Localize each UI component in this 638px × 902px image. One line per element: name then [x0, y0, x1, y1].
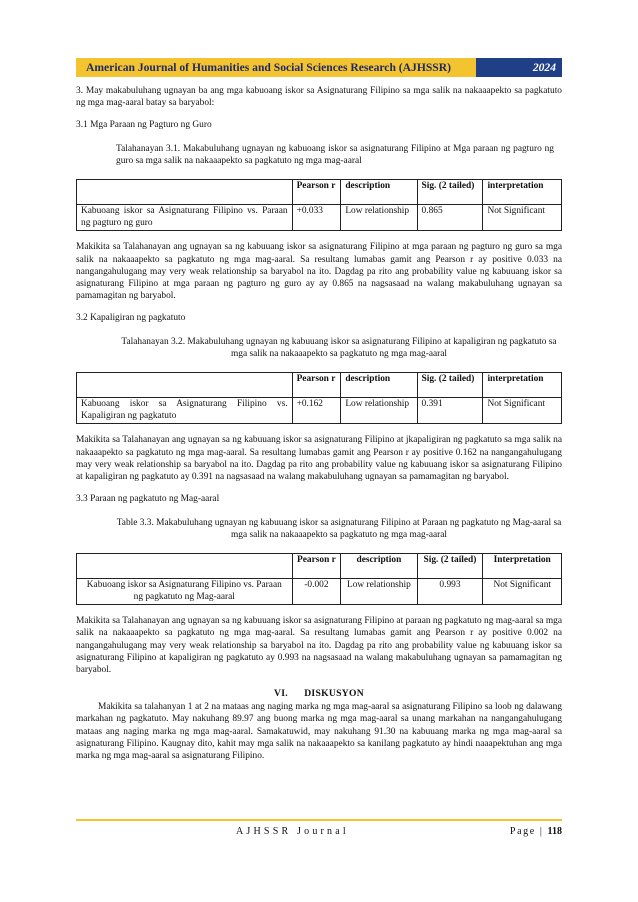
table-cell: -0.002: [292, 579, 341, 605]
header-cell: [77, 373, 293, 398]
table-cell: +0.162: [292, 398, 341, 424]
table-discussion-3-1: Makikita sa Talahanayan ang ugnayan sa ng kabuuang iskor sa asignaturang Filipino at mga paraan ng pagturo ng guro sa mga salik na nakaaapekto sa pagkatuto ng mga mag-aaral. Sa resultang lumabas gamit ang Pearson r ay positive 0.033 na nangangahulugang may very weak relationship sa baryabol na ito. Dagdag pa rito ang probability value ng kabuuang iskor sa asignaturang Filipino at mga paraan ng pagturo ng guro ay ay 0.865 na nagsasaad na walang makabuluhang ugnayan sa pamamagitan ng baryabol.: [76, 242, 562, 302]
header-cell: Interpretation: [483, 554, 562, 579]
table-cell: Kabuoang iskor sa Asignaturang Filipino vs. Paraan ng pagkatuto ng Mag-aaral: [77, 579, 293, 605]
journal-title: American Journal of Humanities and Social Sciences Research (AJHSSR): [86, 61, 451, 74]
section-heading-3-2: 3.2 Kapaligiran ng pagkatuto: [76, 313, 186, 324]
footer-divider: [76, 819, 562, 821]
table-3-2: [76, 372, 562, 424]
table-cell: Not Significant: [483, 398, 562, 424]
footer-page-number: 118: [547, 826, 562, 837]
header-cell: description: [341, 373, 417, 398]
table-caption-3-1: Talahanayan 3.1. Makabuluhang ugnayan ng kabuoang iskor sa asignaturang Filipino at Mga paraan ng pagturo ng guro sa mga salik na nakaaapekto sa pagkatuto ng mga mag-aaral: [116, 144, 554, 167]
header-cell: interpretation: [483, 373, 562, 398]
table-discussion-3-2: Makikita sa Talahanayan ang ugnayan sa ng kabuuang iskor sa asignaturang Filipino at jkapaligiran ng pagkatuto sa mga salik na nakaaapekto sa pagkatuto ng mga mag-aaral. Sa resultang lumabas gamit ang Pearson r ay positive 0.162 na nangangahulugang may very weak relationship sa baryabol na ito. Dagdag pa rito ang probability value ng kabuuang iskor sa asignaturang Filipino at kapaligiran ng pagkatuto ay 0.391 na nagsasaad na walang makabuluhang ugnayan sa pamamagitan ng baryabol.: [76, 435, 562, 483]
footer-page: [510, 826, 562, 837]
table-caption-3-3: Table 3.3. Makabuluhang ugnayan ng kabuuang iskor sa asignaturang Filipino at Paraan ng pagkatuto ng Mag-aaral sa mga salik na nakaaapekto sa pagkatuto ng mga mag-aaral: [116, 518, 562, 541]
header-cell: Sig. (2 tailed): [417, 180, 483, 205]
table-row: [77, 579, 562, 605]
header-cell: description: [341, 180, 417, 205]
table-cell: 0.865: [417, 205, 483, 231]
table-row: [77, 398, 562, 424]
table-cell: Kabuoang iskor sa Asignaturang Filipino vs. Paraan ng pagturo ng guro: [77, 205, 293, 231]
header-cell: Pearson r: [292, 373, 341, 398]
table-header-row: [77, 180, 562, 205]
discussion-paragraph: Makikita sa talahanyan 1 at 2 na mataas ang naging marka ng mga mag-aaral sa asignaturang Filipino sa loob ng dalawang markahan ng pagkatuto. May nakuhang 89.97 ang buong marka ng mga mag-aaral sa unang markahan na nangangahulugang mataas ang naging marka ng mga mag-aaral. Samakatuwid, may nakuhang 91.30 na kabuuang marka ng mga mag-aaral sa asignaturang Filipino. Kaugnay dito, kahit may mga salik na nakaaapekto sa kanilang pagkatuto ay hindi naaapektuhan ang mga marka ng mga mag-aaral sa asignaturang Filipino.: [76, 702, 562, 762]
header-cell: Sig. (2 tailed): [417, 554, 483, 579]
table-cell: Low relationship: [341, 579, 417, 605]
page-footer: [76, 826, 562, 840]
footer-page-label: Page |: [509, 826, 548, 837]
header-cell: [77, 554, 293, 579]
footer-journal: AJHSSR Journal: [236, 826, 349, 837]
header-cell: description: [341, 554, 417, 579]
table-cell: 0.993: [417, 579, 483, 605]
page: [76, 58, 562, 762]
table-cell: Not Significant: [483, 205, 562, 231]
table-header-row: [77, 373, 562, 398]
section-heading-3-3: 3.3 Paraan ng pagkatuto ng Mag-aaral: [76, 494, 220, 505]
table-cell: Kabuoang iskor sa Asignaturang Filipino vs. Kapaligiran ng pagkatuto: [77, 398, 293, 424]
table-3-3: [76, 553, 562, 605]
header-cell: Sig. (2 tailed): [417, 373, 483, 398]
research-question: 3. May makabuluhang ugnayan ba ang mga kabuoang iskor sa Asignaturang Filipino sa mga salik na nakaaapekto sa pagkatuto ng mga mag-aaral batay sa baryabol:: [76, 86, 562, 109]
header-cell: Pearson r: [292, 554, 341, 579]
journal-header-bar: [76, 58, 562, 77]
table-cell: Low relationship: [341, 205, 417, 231]
table-discussion-3-3: Makikita sa Talahanayan ang ugnayan sa ng kabuuang iskor sa asignaturang Filipino at paraan ng pagkatuto ng mag-aaral sa mga salik na nakaaapekto sa pagkatuto ng mga mag-aaral. Sa resultang lumabas gamit ang Pearson r ay positive 0.002 na nangangahulugang may very weak relationship sa baryabol na ito. Dagdag pa rito ang probability value ng kabuuang iskor sa asignaturang Filipino at kapaligiran ng pagkatuto ay 0.993 na nagsasaad na walang makabuluhang ugnayan sa pamamagitan ng baryabol.: [76, 616, 562, 676]
journal-year: 2024: [476, 58, 562, 77]
table-caption-3-2: Talahanayan 3.2. Makabuluhang ugnayan ng kabuuang iskor sa asignaturang Filipino at kapaligiran ng pagkatuto sa mga salik na nakaaapekto sa pagkatuto ng mga mag-aaral: [121, 337, 557, 360]
header-cell: interpretation: [483, 180, 562, 205]
table-cell: Not Significant: [483, 579, 562, 605]
table-header-row: [77, 554, 562, 579]
section-heading-3-1: 3.1 Mga Paraan ng Pagturo ng Guro: [76, 120, 212, 131]
header-cell: [77, 180, 293, 205]
table-cell: Low relationship: [341, 398, 417, 424]
table-3-1: [76, 179, 562, 231]
table-cell: +0.033: [292, 205, 341, 231]
header-cell: Pearson r: [292, 180, 341, 205]
table-row: [77, 205, 562, 231]
section-heading-diskusyon: VI. DISKUSYON: [274, 688, 364, 700]
table-cell: 0.391: [417, 398, 483, 424]
